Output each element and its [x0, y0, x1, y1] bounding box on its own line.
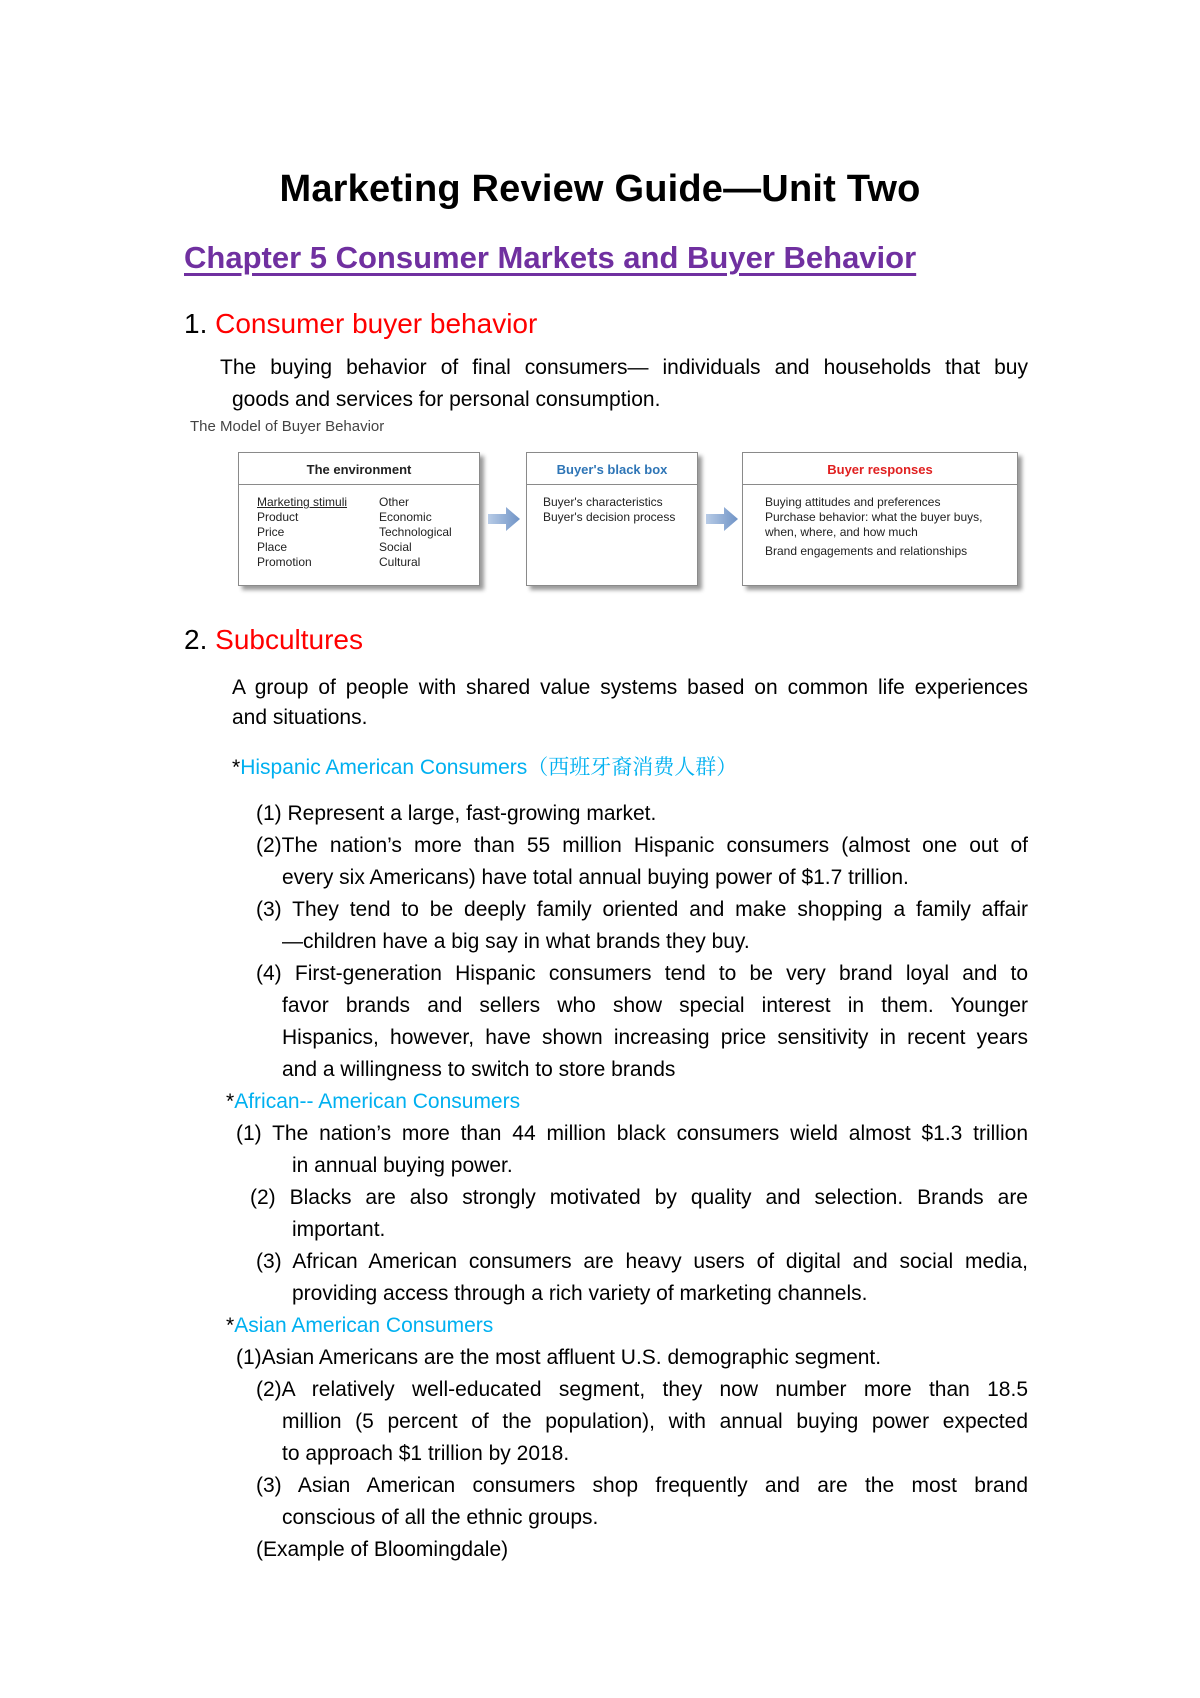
stimulus-item: Product [257, 510, 299, 524]
section-1-title: Consumer buyer behavior [215, 308, 538, 339]
african-subheading [226, 1086, 1026, 1118]
hispanic-item: (1) Represent a large, fast-growing market. [256, 802, 657, 825]
asian-item: to approach $1 trillion by 2018. [282, 1442, 570, 1465]
asian-item: (2)A relatively well-educated segment, they now number more than 18.5 [256, 1378, 1028, 1401]
other-item: Social [379, 540, 412, 554]
african-item: (2) Blacks are also strongly motivated by quality and selection. Brands are [250, 1186, 1028, 1209]
black-box-item: Buyer's decision process [543, 510, 676, 524]
asian-item: (3) Asian American consumers shop frequently and are the most brand [256, 1474, 1028, 1497]
asian-label: Asian American Consumers [234, 1314, 494, 1337]
environment-title: The environment [239, 453, 479, 485]
hispanic-subheading [232, 752, 1028, 784]
section-2-definition-line1: A group of people with shared value systems based on common life experiences [232, 676, 1028, 699]
african-item: providing access through a rich variety of marketing channels. [292, 1282, 868, 1305]
other-column [379, 495, 452, 570]
asian-item: conscious of all the ethnic groups. [282, 1506, 599, 1529]
responses-title: Buyer responses [743, 453, 1017, 485]
hispanic-item: —children have a big say in what brands they buy. [282, 930, 750, 953]
page-title: Marketing Review Guide—Unit Two [279, 168, 921, 210]
diagram-caption: The Model of Buyer Behavior [190, 418, 385, 435]
african-item: (3) African American consumers are heavy users of digital and social media, [256, 1250, 1028, 1273]
black-box [526, 452, 698, 586]
asian-item: (Example of Bloomingdale) [256, 1538, 509, 1561]
section-1-definition-line1: The buying behavior of final consumers— individuals and households that buy [220, 356, 1028, 379]
hispanic-item: (4) First-generation Hispanic consumers tend to be very brand loyal and to [256, 962, 1028, 985]
section-2-heading [184, 624, 363, 656]
asian-item: million (5 percent of the population), with annual buying power expected [282, 1410, 1028, 1433]
african-item: important. [292, 1218, 386, 1241]
section-2-definition-line2: and situations. [232, 706, 368, 729]
hispanic-item: favor brands and sellers who show special interest in them. Younger [282, 994, 1028, 1017]
marketing-stimuli-label: Marketing stimuli [257, 495, 348, 509]
arrow-right-icon [486, 505, 522, 533]
hispanic-item: and a willingness to switch to store brands [282, 1058, 676, 1081]
other-item: Cultural [379, 555, 421, 569]
asian-item: (1)Asian Americans are the most affluent U.S. demographic segment. [236, 1346, 882, 1369]
response-item: when, where, and how much [765, 525, 918, 539]
arrow-right-icon [704, 505, 740, 533]
african-star: * [226, 1090, 235, 1113]
black-box-title: Buyer's black box [527, 453, 697, 485]
other-label: Other [379, 495, 410, 509]
response-item: Brand engagements and relationships [765, 544, 968, 558]
other-item: Technological [379, 525, 452, 539]
response-item: Purchase behavior: what the buyer buys, [765, 510, 983, 524]
hispanic-item: (2)The nation’s more than 55 million Hispanic consumers (almost one out of [256, 834, 1028, 857]
section-1-heading [184, 308, 537, 340]
other-item: Economic [379, 510, 432, 524]
black-box-item: Buyer's characteristics [543, 495, 663, 509]
section-1-number: 1. [184, 308, 208, 339]
asian-subheading [226, 1310, 1026, 1342]
responses-box [742, 452, 1018, 586]
hispanic-item: every six Americans) have total annual buying power of $1.7 trillion. [282, 866, 909, 889]
hispanic-item: Hispanics, however, have shown increasing price sensitivity in recent years [282, 1026, 1028, 1049]
hispanic-star: * [232, 756, 241, 779]
stimulus-item: Price [257, 525, 285, 539]
chapter-heading: Chapter 5 Consumer Markets and Buyer Behavior [184, 240, 917, 275]
asian-star: * [226, 1314, 235, 1337]
stimulus-item: Promotion [257, 555, 312, 569]
response-item: Buying attitudes and preferences [765, 495, 941, 509]
hispanic-label: Hispanic American Consumers（西班牙裔消费人群） [240, 756, 738, 779]
section-2-number: 2. [184, 624, 208, 655]
hispanic-item: (3) They tend to be deeply family oriented and make shopping a family affair [256, 898, 1028, 921]
african-item: (1) The nation’s more than 44 million black consumers wield almost $1.3 trillion [236, 1122, 1028, 1145]
environment-box [238, 452, 480, 586]
african-label: African-- American Consumers [234, 1090, 521, 1113]
marketing-stimuli-column [257, 495, 347, 570]
section-1-definition-line2: goods and services for personal consumption. [232, 388, 661, 411]
section-2-title: Subcultures [215, 624, 364, 655]
stimulus-item: Place [257, 540, 288, 554]
african-item: in annual buying power. [292, 1154, 513, 1177]
